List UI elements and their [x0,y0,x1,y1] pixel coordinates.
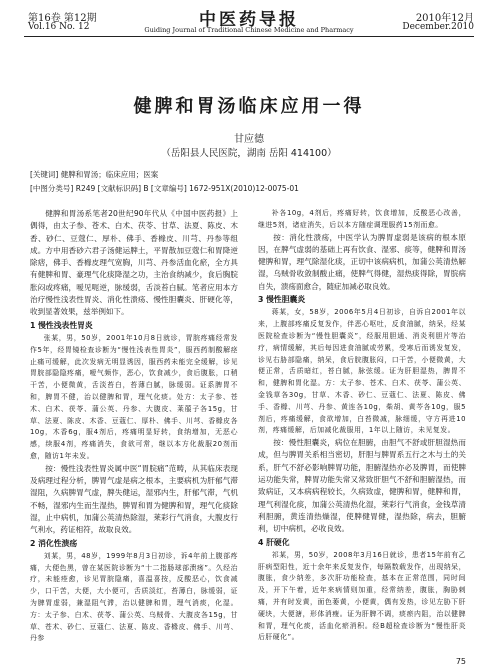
classification-line: [中图分类号] R249 [文献标识码] B [文章编号] 1672-951X(2010)12-0075-01 [30,184,299,193]
journal-english-name: Guiding Journal of Traditional Chinese Medicine and Pharmacy [144,26,354,34]
journal-logo: 中医药导报 [199,10,299,30]
header-rule [24,36,474,37]
article-author: 甘应德 [234,134,264,145]
running-header [0,0,498,50]
article-title: 健脾和胃汤临床应用一得 [133,96,365,117]
section-heading-1: 1 慢性浅表性胃炎 [30,320,93,330]
case-3-paragraph: 蒋某，女，58岁，2006年5月4日初诊，自诉自2001年以来，上腹部疼痛反复发作，伴恶心呕吐，反食油腻，纳呆，经某医院检查诊断为“慢性胆囊炎”，经服用胆通、消炎利胆片等治疗，病情缓解，其后每因进食油腻或劳累，受寒后而诱发复发，诊见右胁部隐痛，纳呆，食后脘腹胀闷，口干苦，小便微黄，大便正常，舌质暗红，苔白腻，脉弦缓。证为肝胆湿热，脾胃不和，健脾和胃化湿。方：太子参、苍术、白术、茯苓、蒲公英、金钱草各30g，甘草、木香、砂仁、豆蔻仁、法夏、陈皮、佛手、香橼、川芎、丹参、黄连各10g，柴胡、黄芩各10g，服5剂后，疼痛缓解，食欲增加，白苔微减，脉细缓，守方再进10剂，疼痛缓解，后加减化裁服用，1年以上随访，未见复发。 [258,308,466,435]
volume-number: Vol.16 No. 12 [28,22,90,32]
case-3-commentary: 按：慢性胆囊炎，病位在胆腑，由胆气不舒或肝胆湿热而成，但与脾胃关系相当密切，肝胆与脾胃系五行之木与土的关系，肝气不舒必影响脾胃功能，胆腑湿热亦必及脾胃，而使脾运功能失常，脾胃功能失常又常致肝胆气不舒和胆腑湿热，而致病证，又本病病程较长，久病致虚，健脾和胃，健脾和胃，理气利湿化痰，加蒲公英清热化湿，莱彩行气消食，金钱草清利胆腑，黄连清热燥湿，使脾健胃健，湿热除，病去，胆腑利，切中病机，必收良效。 [258,438,466,534]
keywords: [关键词] 健脾和胃汤；临床应用；医案 [30,170,159,179]
case-2-commentary: 按：消化性溃疡，中医学认为脾胃虚弱是该病的根本原因，在脾气虚弱的基础上再有饮食、湿邪、痰等，健脾和胃汤健脾和胃，理气除湿化痰，正切中该病病机，加蒲公英清热解湿，乌贼骨收敛制酸止痛，使脾气得健，湿热痰得除，胃脘病自失，溃疡面愈合，随症加减必取良效。 [258,232,466,291]
section-heading-4: 4 肝硬化 [258,537,290,547]
left-column [30,208,238,645]
section-heading-2: 2 消化性溃疡 [30,538,78,548]
case-1-paragraph: 张某，男，50岁，2001年10月8日就诊，胃脘疼痛经常发作5年，经胃镜检查诊断为“慢性浅表性胃炎”，服西药制酸解痉止痛可缓解，此次发病无明显诱因，服西药未能完全缓解，诊见胃脘部隐隐疼痛，嗳气频作，恶心，饮食减少，食后腹胀，口稍干苦，小便微黄，舌淡苔白，苔薄白腻，脉缓弱。证系脾胃不和，脾胃不健，治以健脾和胃，理气化痰。处方：太子参、苍术、白术、茯苓、蒲公英、丹参、大腹皮、莱菔子各15g，甘草、法夏、陈皮、木香、豆蔻仁、厚朴、佛手、川芎、香橼皮各10g，木香6g，服4剂后，疼痛明显好转，食纳增加，无恶心感，续服4剂，疼痛消失，食欲可常，继以本方化裁服20剂而愈，随访1年未发。 [30,333,238,460]
page-number: 75 [455,657,466,666]
section-heading-3: 3 慢性胆囊炎 [258,295,306,305]
case-2-paragraph: 刘某，男，48岁，1999年8月3日初诊，诉4年前上腹部疼痛，大便色黑，曾在某医院诊断为“十二指肠球部溃疡”。久经治疗，未能痊愈，诊见胃脘隐痛，喜温喜按，反酸恶心，饮食减少，口干苦，大便，大小便可，舌质淡红，苔薄白，脉缓弱，证为脾胃虚弱，兼湿阻气滞，治以健脾和胃，理气消痰，化湿。方：太子参、白术、茯苓、蒲公英、乌贼骨、大腹皮各15g，甘草、苍术、砂仁、豆蔻仁、法夏、陈皮、香橼皮、佛手、川芎、丹参 [30,551,238,643]
issue-number: 第16卷 第12期 [28,13,97,24]
right-column [258,208,466,644]
issue-date-cn: 2010年12月 [415,13,474,24]
case-1-commentary: 按：慢性浅表性胃炎属中医“胃脘痛”范畴，从其临床表现及病理过程分析，脾胃气虚是病之根本，主要病机为肝郁气滞湿阻，久病脾胃气虚，脾失健运，湿邪内生，肝郁气滞，气机不畅，湿邪内生而生湿热，脾胃和胃为健脾和胃，理气化痰除湿，止中病机，加蒲公英清热除湿，莱彩行气消食，大腹皮行气利水，药证相符，故取良效。 [30,463,238,535]
case-2-continued: 补各10g，4剂后，疼痛好转，饮食增加，反酸恶心改善，继进5剂，诸症消失，后以本方随症调理服药15剂而愈。 [258,209,466,229]
intro-paragraph: 健脾和胃汤系笔者20世纪90年代从《中国中医药报》上偶得，由太子参、苍术、白术、茯苓、甘草、法夏、陈皮、木香、砂仁、豆蔻仁、厚朴、佛手、香橼皮、川芎、丹参等组成。方中用香砂六君子汤健运脾土，平胃散加豆蔻仁和胃降逆除痞，佛手、香橼皮理气宽胸，川芎、丹参活血化瘀，全方具有健脾和胃、豪理气化痰降湿之功，主治食纳减少，食后胸脘胀闷或疼痛，嗳见呃逆，脉缓弱，舌淡苔白腻。笔者应用本方治疗慢性浅表性胃炎、消化性溃疡、慢性胆囊炎、肝硬化等，收到显著效果，兹举例如下。 [30,209,238,317]
issue-date-en: December.2010 [402,22,474,32]
author-affiliation: （岳阳县人民医院，湖南 岳阳 414100） [161,148,337,159]
case-4-paragraph: 祁某，男，50岁，2008年3月16日就诊，患者15年前有乙肝病型阳性，近十余年来反复发作，每隔数载发作，出现纳呆，腹胀，食少纳差，多次肝功能检查，基本在正常范围，同时间及，开下午着，近年来病情则加重，经常纳差，腹胀，胸胁刺痛，并有时发黄，面色萎黄，小便黄，偶有发热，诊见左胁下肝硬块，大便溏，形体消瘦。证为肝脾不调，痰瘀内阻，治以健脾和胃，理气化痰，活血化瘀消积。经B超检查诊断为“慢性肝炎后肝硬化”。 [258,550,466,642]
